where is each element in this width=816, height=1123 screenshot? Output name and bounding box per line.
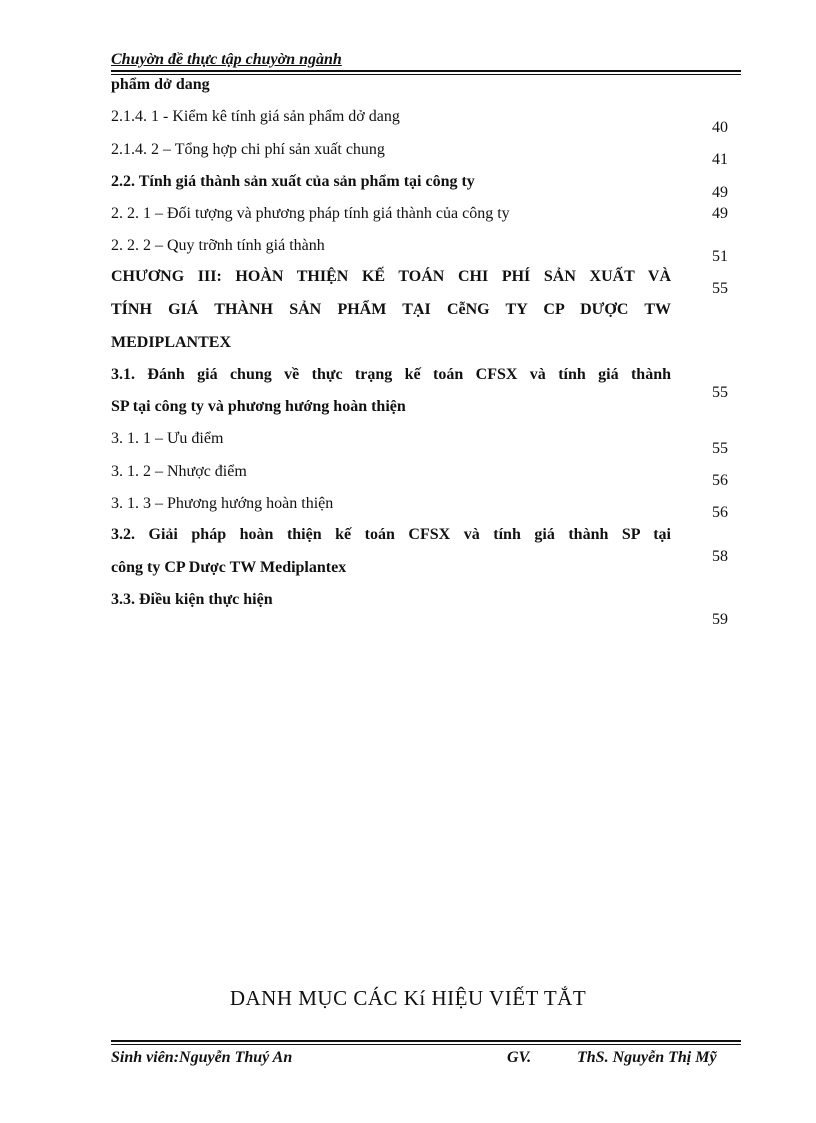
toc-page-3-1-1: 55 — [712, 440, 728, 457]
toc-entry-3-2-line1: 3.2. Giải pháp hoàn thiện kế toán CFSX và tính giá thành SP tại — [111, 526, 671, 543]
toc-page-2-1-4-1: 40 — [712, 119, 728, 136]
toc-page-3-1: 55 — [712, 384, 728, 401]
footer-advisor-name: ThS. Nguyễn Thị Mỹ — [577, 1049, 717, 1066]
toc-entry-2-2-1: 2. 2. 1 – Đối tượng và phương pháp tính giá thành của công ty — [111, 205, 510, 222]
toc-page-chapter-3: 55 — [712, 280, 728, 297]
page-header-title: Chuyờn đề thực tập chuyờn ngành — [111, 51, 342, 68]
toc-entry-chapter-3-line2: TÍNH GIÁ THÀNH SẢN PHẨM TẠI CễNG TY CP DƯỢC TW — [111, 301, 671, 318]
toc-page-3-2: 58 — [712, 548, 728, 565]
toc-entry-chapter-3-line1: CHƯƠNG III: HOÀN THIỆN KẾ TOÁN CHI PHÍ SẢN XUẤT VÀ — [111, 268, 671, 285]
toc-page-2-2-2: 51 — [712, 248, 728, 265]
toc-entry-3-1-2: 3. 1. 2 – Nhược điểm — [111, 463, 247, 480]
footer-rule-thick — [111, 1040, 741, 1042]
toc-entry-2-2-2: 2. 2. 2 – Quy trỡnh tính giá thành — [111, 237, 325, 254]
toc-page-3-3: 59 — [712, 611, 728, 628]
toc-entry-2-1-4-1: 2.1.4. 1 - Kiểm kê tính giá sản phẩm dở dang — [111, 108, 400, 125]
toc-page-2-2: 49 — [712, 184, 728, 201]
abbreviations-section-title: DANH MỤC CÁC Kí HIỆU VIẾT TẮT — [229, 986, 587, 1010]
toc-entry-3-1-3: 3. 1. 3 – Phương hướng hoàn thiện — [111, 495, 334, 512]
footer-rule-thin — [111, 1044, 741, 1045]
footer-advisor-label: GV. — [507, 1049, 532, 1066]
toc-entry-3-1-1: 3. 1. 1 – Ưu điểm — [111, 430, 224, 447]
toc-entry-3-1-line2: SP tại công ty và phương hướng hoàn thiện — [111, 398, 406, 415]
footer-student-name: Sinh viên:Nguyễn Thuý An — [111, 1049, 293, 1066]
toc-entry-continuation: phẩm dở dang — [111, 76, 210, 93]
toc-page-3-1-3: 56 — [712, 504, 728, 521]
toc-entry-3-3: 3.3. Điều kiện thực hiện — [111, 591, 273, 608]
toc-page-3-1-2: 56 — [712, 472, 728, 489]
toc-entry-chapter-3-line3: MEDIPLANTEX — [111, 334, 232, 351]
toc-entry-2-1-4-2: 2.1.4. 2 – Tổng hợp chi phí sản xuất chung — [111, 141, 385, 158]
toc-entry-3-1-line1: 3.1. Đánh giá chung về thực trạng kế toán CFSX và tính giá thành — [111, 366, 671, 383]
toc-entry-2-2: 2.2. Tính giá thành sản xuất của sản phẩm tại công ty — [111, 173, 475, 190]
toc-entry-3-2-line2: công ty CP Dược TW Mediplantex — [111, 559, 347, 576]
toc-page-2-2-1: 49 — [712, 205, 728, 222]
toc-page-2-1-4-2: 41 — [712, 151, 728, 168]
header-rule-thick — [111, 70, 741, 72]
